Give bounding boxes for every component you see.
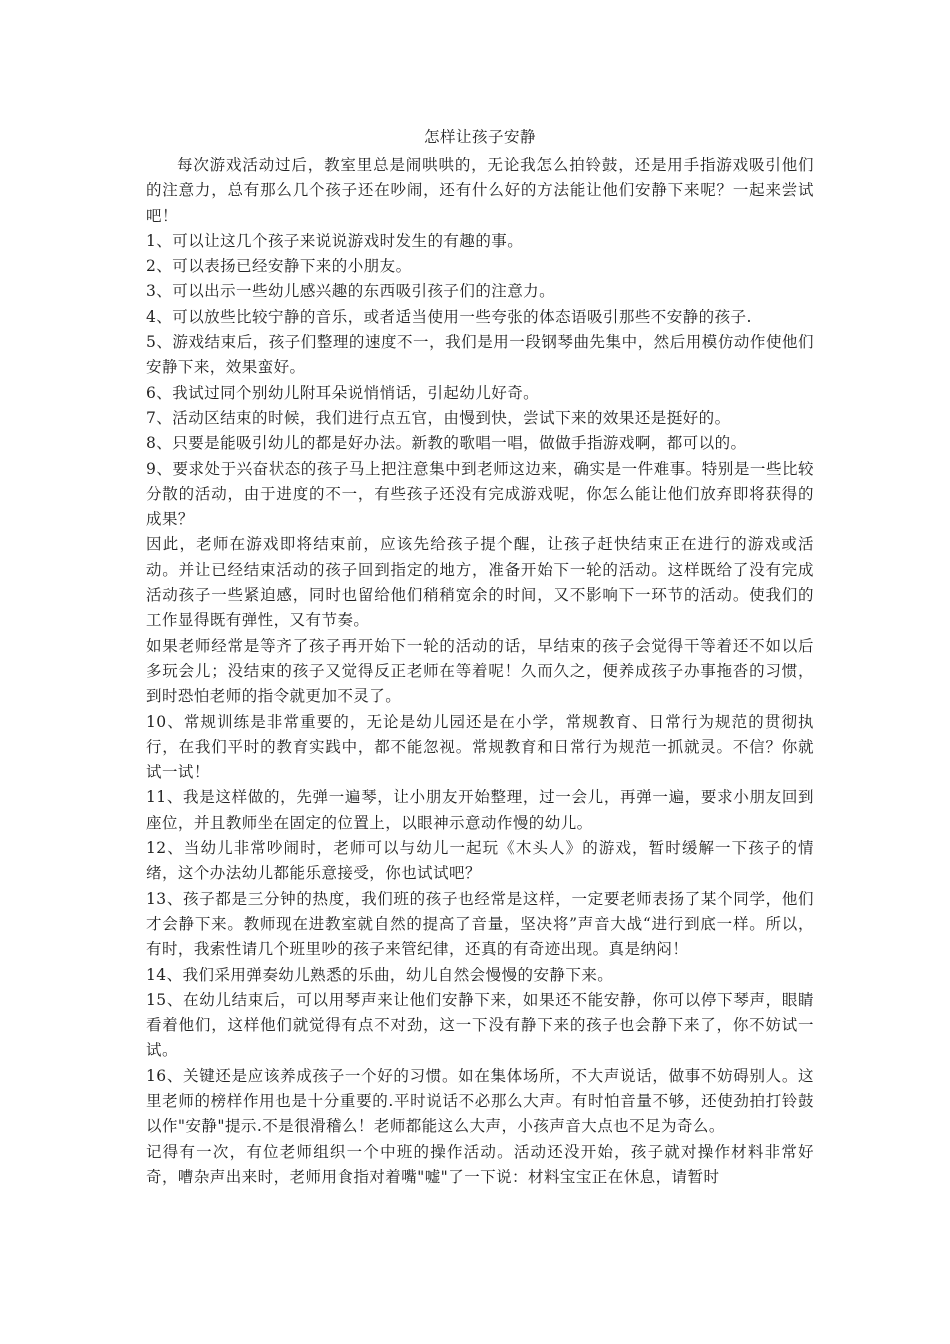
intro-paragraph: 每次游戏活动过后，教室里总是闹哄哄的，无论我怎么拍铃鼓，还是用手指游戏吸引他们的注意力，总有那么几个孩子还在吵闹，还有什么好的方法能让他们安静下来呢？一起来尝试吧！: [146, 156, 814, 225]
tip-8: 8、只要是能吸引幼儿的都是好办法。新教的歌唱一唱，做做手指游戏啊，都可以的。: [146, 434, 747, 453]
tip-6: 6、我试过同个别幼儿附耳朵说悄悄话，引起幼儿好奇。: [146, 383, 540, 402]
tip-7: 7、活动区结束的时候，我们进行点五官，由慢到快，尝试下来的效果还是挺好的。: [146, 408, 731, 427]
tip-15: 15、在幼儿结束后，可以用琴声来让他们安静下来，如果还不能安静，你可以停下琴声，眼睛看着他们，这样他们就觉得有点不对劲，这一下没有静下来的孩子也会静下来了，你不妨试一试。: [146, 990, 814, 1060]
tip-1: 1、可以让这几个孩子来说说游戏时发生的有趣的事。: [146, 231, 524, 250]
tip-2: 2、可以表扬已经安静下来的小朋友。: [146, 257, 412, 276]
tip-4: 4、可以放些比较宁静的音乐，或者适当使用一些夸张的体态语吸引那些不安静的孩子.: [146, 307, 752, 326]
tip-10: 10、常规训练是非常重要的，无论是幼儿园还是在小学，常规教育、日常行为规范的贯彻执行，在我们平时的教育实践中，都不能忽视。常规教育和日常行为规范一抓就灵。不信？你就试一试！: [146, 712, 814, 782]
tip-9-consequence: 如果老师经常是等齐了孩子再开始下一轮的活动的话，早结束的孩子会觉得干等着还不如以后多玩会儿；没结束的孩子又觉得反正老师在等着呢！久而久之，便养成孩子办事拖沓的习惯，到时恐怕老师的指令就更加不灵了。: [146, 636, 814, 706]
tip-11: 11、我是这样做的，先弹一遍琴，让小朋友开始整理，过一会儿，再弹一遍，要求小朋友回到座位，并且教师坐在固定的位置上，以眼神示意动作慢的幼儿。: [146, 788, 814, 832]
tip-9: 9、要求处于兴奋状态的孩子马上把注意集中到老师这边来，确实是一件难事。特别是一些比较分散的活动，由于进度的不一，有些孩子还没有完成游戏呢，你怎么能让他们放弃即将获得的成果？: [146, 459, 814, 529]
tip-12: 12、当幼儿非常吵闹时，老师可以与幼儿一起玩《木头人》的游戏，暂时缓解一下孩子的情绪，这个办法幼儿都能乐意接受，你也试试吧？: [146, 839, 814, 883]
tip-3: 3、可以出示一些幼儿感兴趣的东西吸引孩子们的注意力。: [146, 282, 556, 301]
document-page: [146, 124, 814, 1190]
document-title: 怎样让孩子安静: [423, 128, 536, 146]
tip-5: 5、游戏结束后，孩子们整理的速度不一，我们是用一段钢琴曲先集中，然后用模仿动作使他们安静下来，效果蛮好。: [146, 333, 814, 377]
anecdote-paragraph: 记得有一次，有位老师组织一个中班的操作活动。活动还没开始，孩子就对操作材料非常好奇，嘈杂声出来时，老师用食指对着嘴"嘘"了一下说：材料宝宝正在休息，请暂时: [146, 1142, 814, 1186]
tip-9-explanation: 因此，老师在游戏即将结束前，应该先给孩子提个醒，让孩子赶快结束正在进行的游戏或活动。并让已经结束活动的孩子回到指定的地方，准备开始下一轮的活动。这样既给了没有完成活动孩子一些紧迫感，同时也留给他们稍稍宽余的时间，又不影响下一环节的活动。使我们的工作显得既有弹性，又有节奏。: [146, 535, 814, 630]
tip-16: 16、关键还是应该养成孩子一个好的习惯。如在集体场所，不大声说话，做事不妨碍别人。这里老师的榜样作用也是十分重要的.平时说话不必那么大声。有时怕音量不够，还使劲拍打铃鼓以作"安静"提示.不是很滑稽么！老师都能这么大声，小孩声音大点也不足为奇么。: [146, 1066, 814, 1136]
tip-14: 14、我们采用弹奏幼儿熟悉的乐曲，幼儿自然会慢慢的安静下来。: [146, 965, 614, 984]
tip-13: 13、孩子都是三分钟的热度，我们班的孩子也经常是这样，一定要老师表扬了某个同学，他们才会静下来。教师现在进教室就自然的提高了音量，坚决将”声音大战“进行到底一样。所以，有时，我索性请几个班里吵的孩子来管纪律，还真的有奇迹出现。真是纳闷！: [146, 889, 814, 959]
